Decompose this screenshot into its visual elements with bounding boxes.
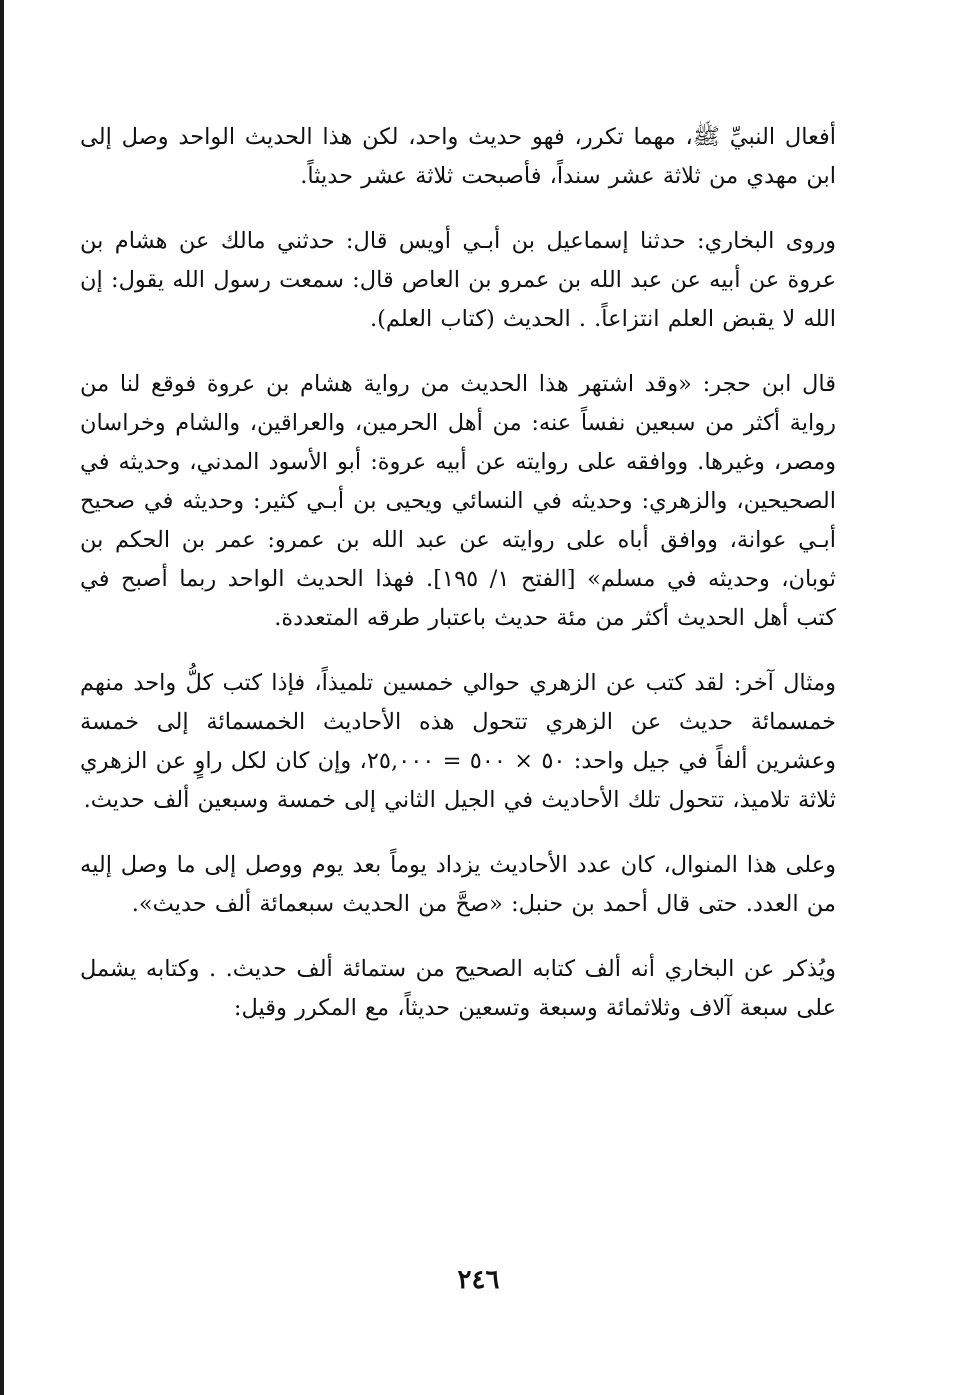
paragraph-5: وعلى هذا المنوال، كان عدد الأحاديث يزداد يوماً بعد يوم ووصل إلى ما وصل إليه من العدد. حتى قال أحمد بن حنبل: «صحَّ من الحديث سبعمائة ألف حديث». [80,852,836,917]
page-body [80,118,836,1028]
paragraph-1: أفعال النبيِّ ﷺ، مهما تكرر، فهو حديث واحد، لكن هذا الحديث الواحد وصل إلى ابن مهدي من ثلاثة عشر سنداً، فأصبحت ثلاثة عشر حديثاً. [80,124,836,189]
paragraph-3: قال ابن حجر: «وقد اشتهر هذا الحديث من رواية هشام بن عروة فوقع لنا من رواية أكثر من سبعين نفساً عنه: من أهل الحرمين، والعراقين، والشام وخراسان ومصر، وغيرها. ووافقه على روايته عن أبيه عروة: أبو الأسود المدني، وحديثه في الصحيحين، والزهري: وحديثه في النسائي ويحيى بن أبـي كثير: وحديثه في صحيح أبـي عوانة، ووافق أباه على روايته عن عبد الله بن عمرو: عمر بن الحكم بن ثوبان، وحديثه في مسلم» [الفتح ١/ ١٩٥]. فهذا الحديث الواحد ربما أصبح في كتب أهل الحديث أكثر من مئة حديث باعتبار طرقه المتعددة. [80,371,837,631]
paragraph-4: ومثال آخر: لقد كتب عن الزهري حوالي خمسين تلميذاً، فإذا كتب كلُّ واحد منهم خمسمائة حديث عن الزهري تتحول هذه الأحاديث الخمسمائة إلى خمسة وعشرين ألفاً في جيل واحد: ٥٠ × ٥٠٠ = ٢٥,٠٠٠، وإن كان لكل راوٍ عن الزهري ثلاثة تلاميذ، تتحول تلك الأحاديث في الجيل الثاني إلى خمسة وسبعين ألف حديث. [80,670,836,813]
page-number: ٢٤٦ [457,1265,500,1295]
page-edge-line [0,0,4,1395]
paragraph-6: ويُذكر عن البخاري أنه ألف كتابه الصحيح من ستمائة ألف حديث. . وكتابه يشمل على سبعة آلاف وثلاثمائة وسبعة وتسعين حديثاً، مع المكرر وقيل: [80,956,836,1021]
paragraph-2: وروى البخاري: حدثنا إسماعيل بن أبـي أويس قال: حدثني مالك عن هشام بن عروة عن أبيه عن عبد الله بن عمرو بن العاص قال: سمعت رسول الله يقول: إن الله لا يقبض العلم انتزاعاً. . الحديث (كتاب العلم). [80,228,836,332]
